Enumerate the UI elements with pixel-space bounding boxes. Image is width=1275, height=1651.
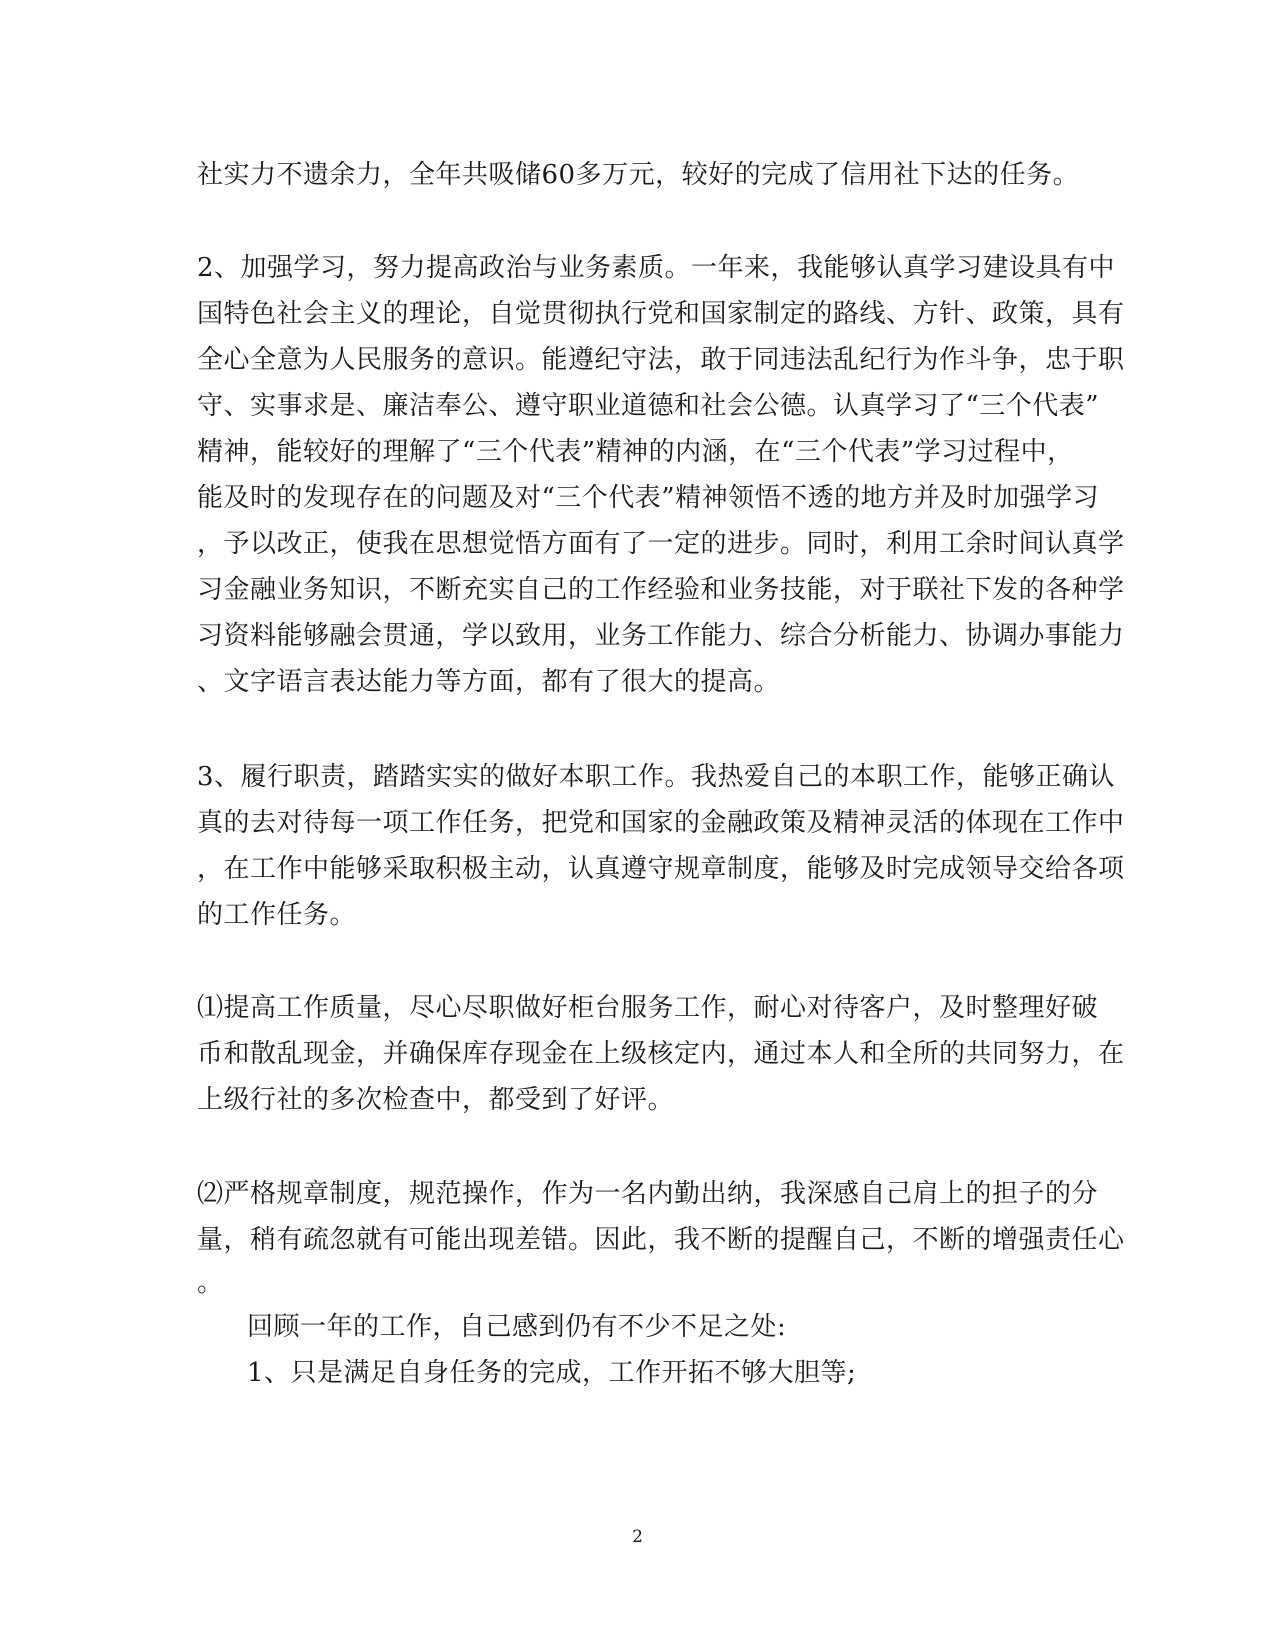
item-2-line: ⑵严格规章制度，规范操作，作为一名内勤出纳，我深感自己肩上的担子的分 bbox=[197, 1179, 1099, 1209]
paragraph-2-line: 全心全意为人民服务的意识。能遵纪守法，敢于同违法乱纪行为作斗争，忠于职 bbox=[197, 345, 1125, 375]
review-heading: 回顾一年的工作，自己感到仍有不少不足之处: bbox=[247, 1312, 787, 1342]
text-line: 社实力不遗余力，全年共吸储60多万元，较好的完成了信用社下达的任务。 bbox=[197, 160, 1080, 190]
paragraph-2-line: ，予以改正，使我在思想觉悟方面有了一定的进步。同时，利用工余时间认真学 bbox=[197, 529, 1125, 559]
item-2-line: 量，稍有疏忽就有可能出现差错。因此，我不断的提醒自己，不断的增强责任心 bbox=[197, 1225, 1125, 1255]
paragraph-2-line: 习金融业务知识，不断充实自己的工作经验和业务技能，对于联社下发的各种学 bbox=[197, 575, 1125, 605]
item-1-line: ⑴提高工作质量，尽心尽职做好柜台服务工作，耐心对待客户，及时整理好破 bbox=[197, 993, 1099, 1023]
paragraph-2-line: 、文字语言表达能力等方面，都有了很大的提高。 bbox=[197, 667, 781, 697]
paragraph-2-line: 2、加强学习，努力提高政治与业务素质。一年来，我能够认真学习建设具有中 bbox=[197, 253, 1116, 283]
paragraph-3-line: 的工作任务。 bbox=[197, 900, 357, 930]
item-1-line: 币和散乱现金，并确保库存现金在上级核定内，通过本人和全所的共同努力，在 bbox=[197, 1039, 1125, 1069]
paragraph-3-line: 真的去对待每一项工作任务，把党和国家的金融政策及精神灵活的体现在工作中 bbox=[197, 808, 1125, 838]
paragraph-3-line: ，在工作中能够采取积极主动，认真遵守规章制度，能够及时完成领导交给各项 bbox=[197, 854, 1125, 884]
paragraph-3-line: 3、履行职责，踏踏实实的做好本职工作。我热爱自己的本职工作，能够正确认 bbox=[197, 762, 1116, 792]
paragraph-2-line: 守、实事求是、廉洁奉公、遵守职业道德和社会公德。认真学习了“三个代表” bbox=[197, 391, 1100, 421]
review-item-1: 1、只是满足自身任务的完成，工作开拓不够大胆等; bbox=[247, 1358, 857, 1388]
paragraph-2-line: 精神，能较好的理解了“三个代表”精神的内涵，在“三个代表”学习过程中， bbox=[197, 437, 1074, 467]
item-2-line: 。 bbox=[197, 1268, 224, 1298]
paragraph-2-line: 习资料能够融会贯通，学以致用，业务工作能力、综合分析能力、协调办事能力 bbox=[197, 621, 1125, 651]
paragraph-2-line: 能及时的发现存在的问题及对“三个代表”精神领悟不透的地方并及时加强学习 bbox=[197, 483, 1100, 513]
paragraph-2-line: 国特色社会主义的理论，自觉贯彻执行党和国家制定的路线、方针、政策，具有 bbox=[197, 299, 1125, 329]
page-number: 2 bbox=[632, 1527, 643, 1547]
item-1-line: 上级行社的多次检查中，都受到了好评。 bbox=[197, 1085, 675, 1115]
